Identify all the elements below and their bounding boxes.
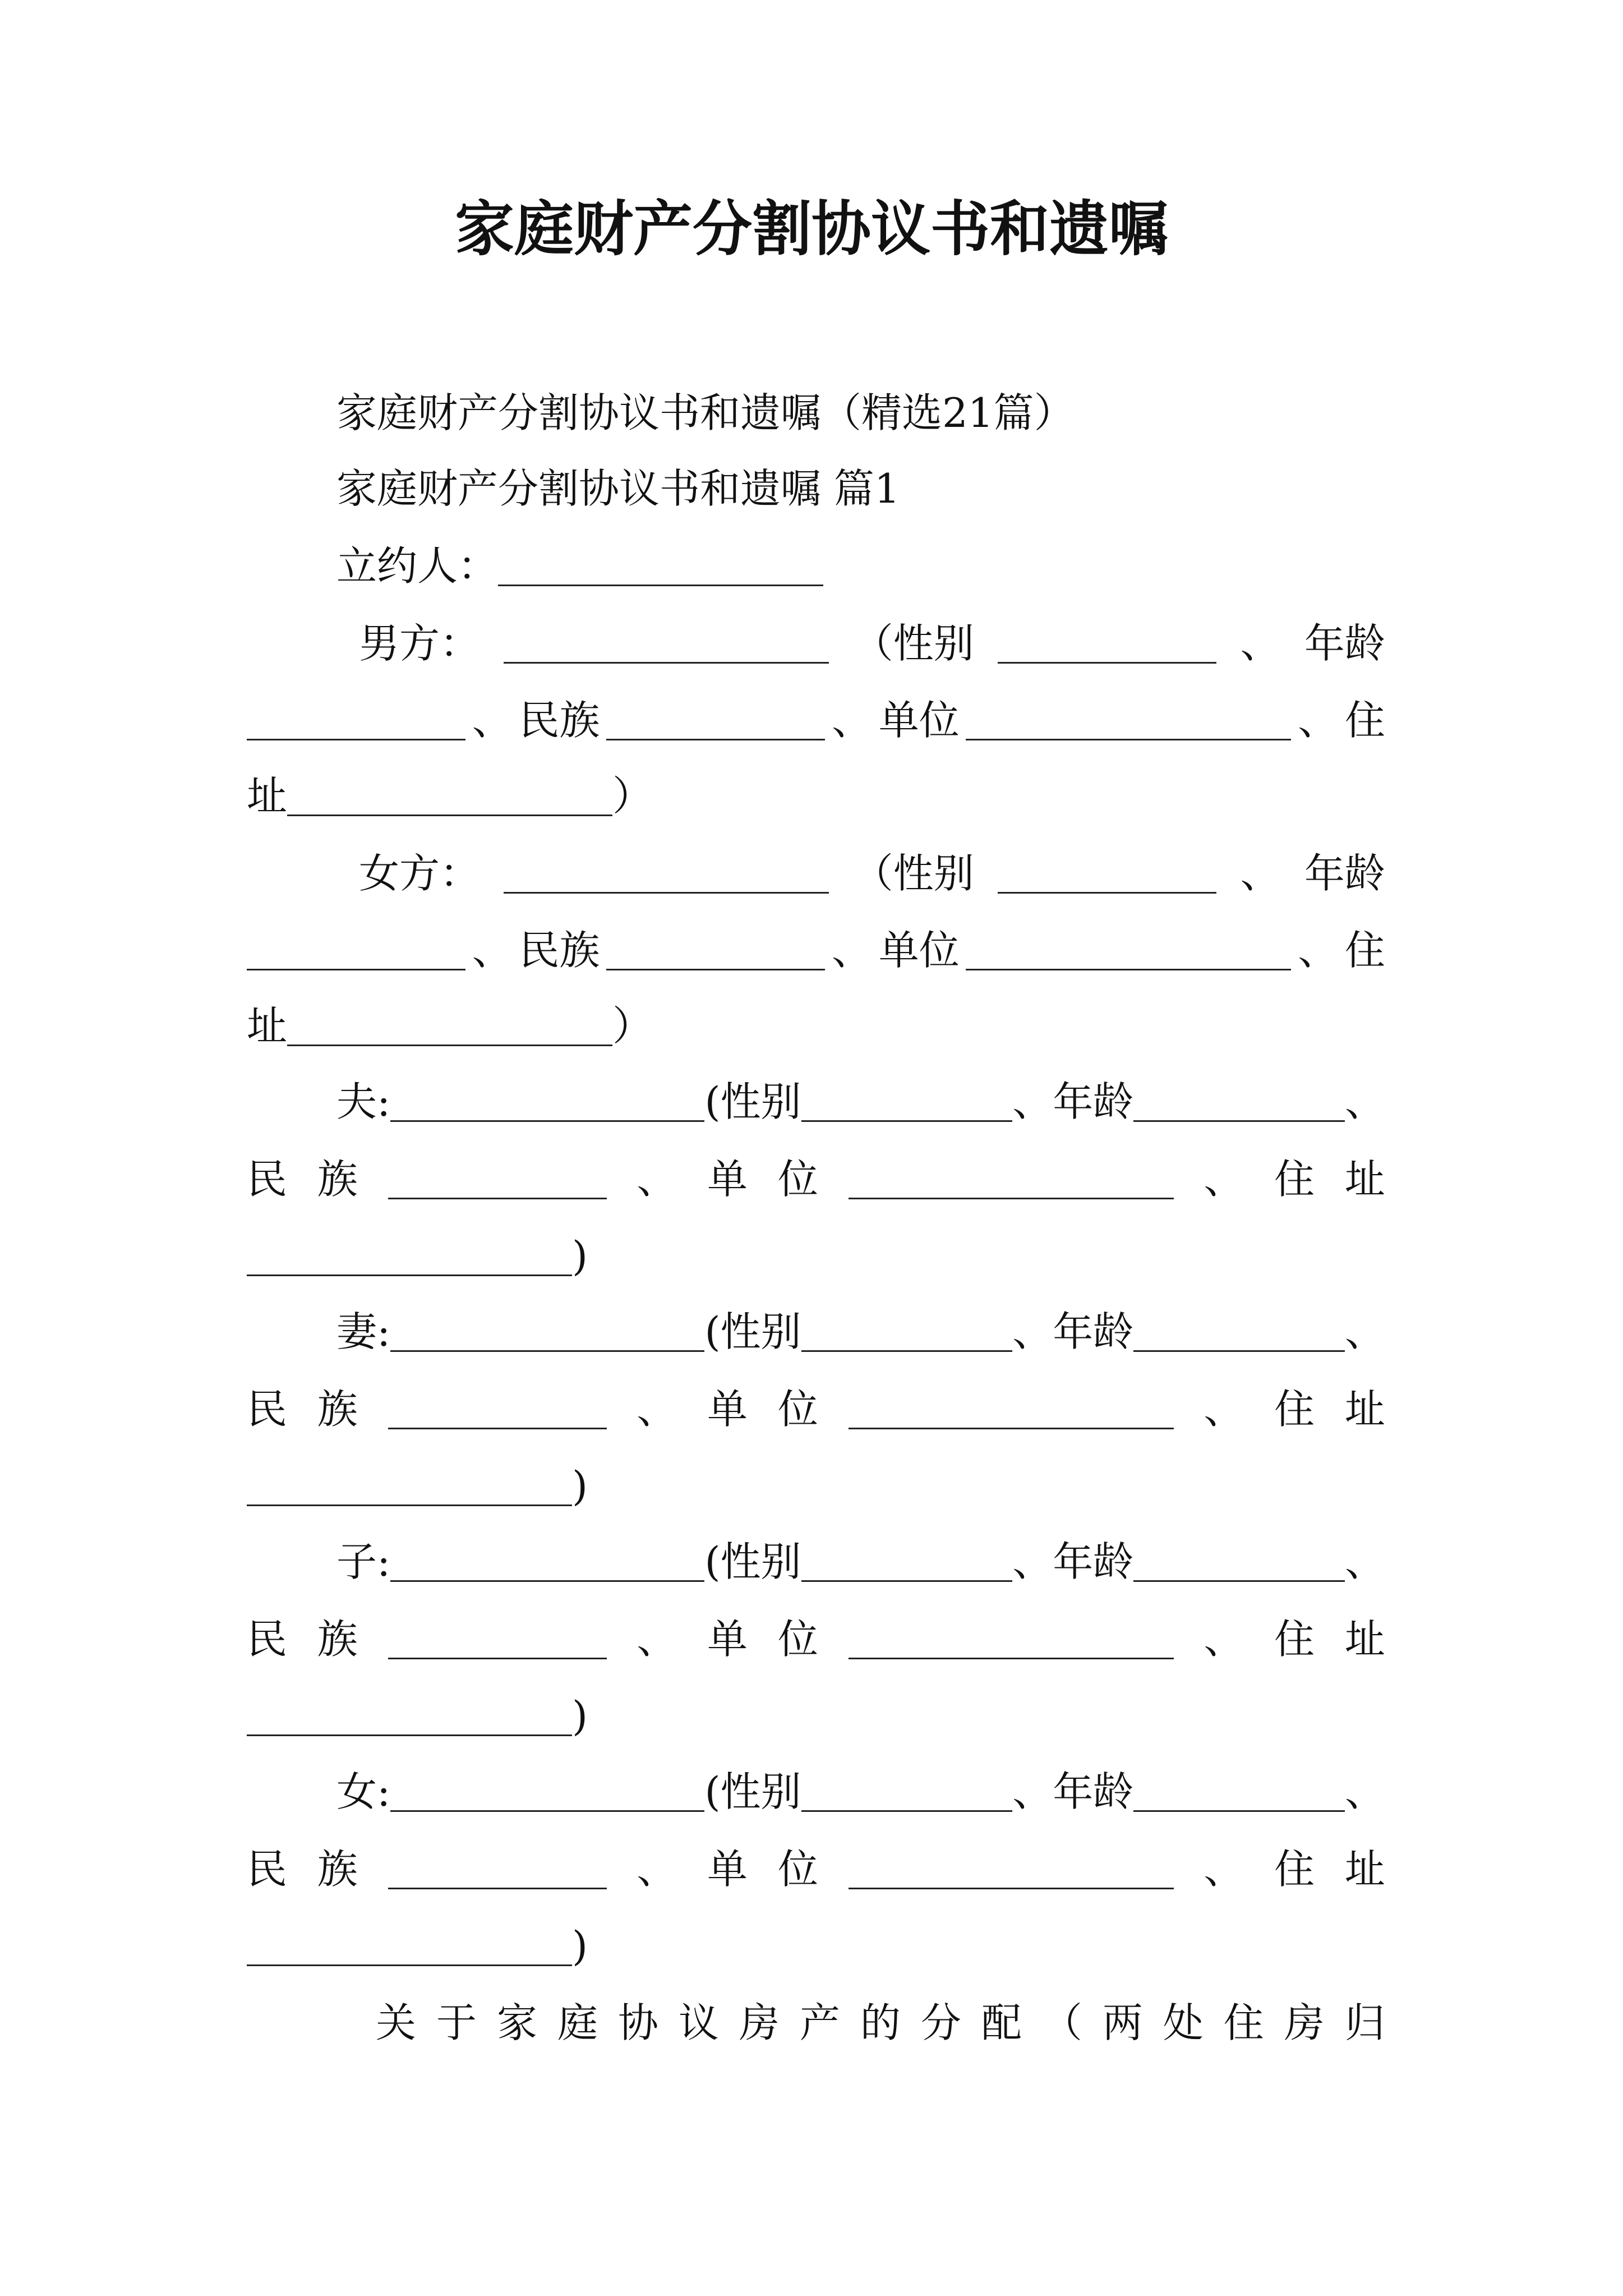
son-gender-blank[interactable] [801, 1540, 1013, 1582]
husband-gender-blank[interactable] [801, 1080, 1013, 1122]
separator: 、 [637, 1846, 677, 1893]
male-name-blank[interactable] [504, 622, 829, 664]
female-line-2 [247, 927, 1385, 974]
address-label-part: 址 [1344, 1156, 1385, 1203]
husband-line-3 [247, 1232, 588, 1280]
wife-name-blank[interactable] [390, 1310, 704, 1352]
ethnic-label-part: 族 [317, 1386, 358, 1433]
son-name-blank[interactable] [390, 1540, 704, 1582]
wife-gender-blank[interactable] [801, 1310, 1013, 1352]
husband-address-blank[interactable] [247, 1234, 572, 1276]
husband-line-1 [336, 1078, 1385, 1125]
closing-char: 房 [1284, 1999, 1325, 2046]
wife-ethnic-blank[interactable] [388, 1387, 607, 1429]
separator: 、 [831, 697, 872, 744]
gender-label: (性别 [704, 1308, 801, 1355]
address-label-part: 住 [1274, 1386, 1315, 1433]
male-line-2 [247, 697, 1385, 744]
separator: 、 [1012, 1768, 1053, 1815]
wife-line-3 [247, 1462, 588, 1510]
closing-char: 议 [678, 1999, 719, 2046]
son-label: 子: [336, 1538, 391, 1585]
address-label-part: 址 [247, 772, 288, 820]
male-line-3 [247, 772, 653, 820]
female-age-blank[interactable] [247, 928, 465, 970]
ethnic-label-part: 族 [317, 1846, 358, 1893]
close-paren: ） [612, 772, 653, 820]
address-label-part: 址 [247, 1002, 288, 1050]
address-label-part: 住 [1344, 927, 1385, 974]
separator: 、 [637, 1386, 677, 1433]
unit-label: 单位 [878, 927, 960, 974]
separator: 、 [1298, 927, 1339, 974]
unit-label-part: 位 [777, 1156, 818, 1203]
separator: 、 [1240, 620, 1281, 667]
female-ethnic-blank[interactable] [606, 928, 825, 970]
unit-label-part: 位 [777, 1386, 818, 1433]
gender-label: （性别 [852, 620, 974, 667]
separator: 、 [1344, 1078, 1385, 1125]
closing-char: （ [1041, 1999, 1082, 2046]
separator: 、 [1204, 1846, 1244, 1893]
male-gender-blank[interactable] [998, 622, 1216, 664]
closing-char: 产 [799, 1999, 840, 2046]
address-label-part: 住 [1274, 1156, 1315, 1203]
son-line-1 [336, 1538, 1385, 1585]
separator: 、 [1204, 1386, 1244, 1433]
closing-char: 两 [1102, 1999, 1143, 2046]
husband-line-2 [247, 1156, 1385, 1203]
unit-label-part: 位 [777, 1846, 818, 1893]
separator: 、 [1012, 1538, 1053, 1585]
age-label: 年龄 [1053, 1308, 1134, 1355]
separator: 、 [1240, 850, 1281, 897]
age-label: 年龄 [1304, 850, 1385, 897]
age-label: 年龄 [1053, 1078, 1134, 1125]
unit-label: 单位 [878, 697, 960, 744]
closing-char: 归 [1344, 1999, 1385, 2046]
husband-age-blank[interactable] [1133, 1080, 1345, 1122]
close-paren: ） [612, 1002, 653, 1050]
wife-line-2 [247, 1386, 1385, 1433]
closing-char: 关 [376, 1999, 417, 2046]
husband-name-blank[interactable] [390, 1080, 704, 1122]
address-label-part: 址 [1344, 1846, 1385, 1893]
separator: 、 [1344, 1308, 1385, 1355]
separator: 、 [472, 697, 513, 744]
closing-char: 的 [860, 1999, 901, 2046]
unit-label-part: 单 [707, 1616, 748, 1663]
daughter-line-3 [247, 1922, 588, 1970]
party-line [336, 542, 823, 590]
closing-char: 协 [617, 1999, 658, 2046]
gender-label: (性别 [704, 1768, 801, 1815]
ethnic-label-part: 民 [247, 1386, 288, 1433]
address-label-part: 住 [1274, 1616, 1315, 1663]
wife-age-blank[interactable] [1133, 1310, 1345, 1352]
wife-address-blank[interactable] [247, 1464, 572, 1506]
separator: 、 [1344, 1538, 1385, 1585]
daughter-gender-blank[interactable] [801, 1770, 1013, 1812]
separator: 、 [637, 1616, 677, 1663]
female-gender-blank[interactable] [998, 852, 1216, 894]
party-label: 立约人： [336, 542, 499, 590]
separator: 、 [1344, 1768, 1385, 1815]
ethnic-label-part: 族 [317, 1156, 358, 1203]
closing-char: 处 [1163, 1999, 1204, 2046]
wife-line-1 [336, 1308, 1385, 1355]
daughter-label: 女: [336, 1768, 391, 1815]
document-subtitle: 家庭财产分割协议书和遗嘱（精选21篇） [336, 389, 1075, 436]
closing-char: 配 [981, 1999, 1022, 2046]
unit-label-part: 位 [777, 1616, 818, 1663]
ethnic-label-part: 民 [247, 1156, 288, 1203]
age-label: 年龄 [1053, 1538, 1134, 1585]
gender-label: (性别 [704, 1538, 801, 1585]
male-age-blank[interactable] [247, 698, 465, 740]
separator: 、 [831, 927, 872, 974]
close-paren: ) [572, 1922, 588, 1970]
son-ethnic-blank[interactable] [388, 1617, 607, 1659]
separator: 、 [1204, 1156, 1244, 1203]
close-paren: ) [572, 1692, 588, 1740]
son-address-blank[interactable] [247, 1694, 572, 1736]
unit-label-part: 单 [707, 1386, 748, 1433]
closing-char: 住 [1223, 1999, 1264, 2046]
closing-char: 房 [739, 1999, 780, 2046]
separator: 、 [472, 927, 513, 974]
close-paren: ) [572, 1462, 588, 1510]
husband-label: 夫: [336, 1078, 391, 1125]
daughter-age-blank[interactable] [1133, 1770, 1345, 1812]
ethnic-label-part: 民 [247, 1616, 288, 1663]
ethnic-label-part: 民 [247, 1846, 288, 1893]
male-unit-blank[interactable] [966, 698, 1291, 740]
daughter-line-1 [336, 1768, 1385, 1815]
husband-unit-blank[interactable] [849, 1157, 1174, 1199]
ethnic-label-part: 族 [317, 1616, 358, 1663]
daughter-line-2 [247, 1846, 1385, 1893]
document-title: 家庭财产分割协议书和遗嘱 [455, 194, 1168, 264]
separator: 、 [1298, 697, 1339, 744]
son-line-3 [247, 1692, 588, 1740]
wife-label: 妻: [336, 1308, 391, 1355]
male-address-blank[interactable] [287, 774, 612, 816]
gender-label: （性别 [852, 850, 974, 897]
female-line-3 [247, 1002, 653, 1050]
son-line-2 [247, 1616, 1385, 1663]
age-label: 年龄 [1053, 1768, 1134, 1815]
unit-label-part: 单 [707, 1846, 748, 1893]
wife-unit-blank[interactable] [849, 1387, 1174, 1429]
daughter-ethnic-blank[interactable] [388, 1847, 607, 1889]
female-line-1 [359, 850, 1385, 897]
closing-char: 庭 [557, 1999, 598, 2046]
female-label: 女方： [359, 850, 481, 897]
separator: 、 [1012, 1308, 1053, 1355]
female-address-blank[interactable] [287, 1004, 612, 1046]
separator: 、 [637, 1156, 677, 1203]
closing-char: 分 [920, 1999, 961, 2046]
son-unit-blank[interactable] [849, 1617, 1174, 1659]
unit-label-part: 单 [707, 1156, 748, 1203]
daughter-address-blank[interactable] [247, 1924, 572, 1966]
female-name-blank[interactable] [504, 852, 829, 894]
party-blank[interactable] [498, 544, 823, 586]
separator: 、 [1012, 1078, 1053, 1125]
closing-char: 于 [436, 1999, 477, 2046]
close-paren: ) [572, 1232, 588, 1280]
address-label-part: 址 [1344, 1386, 1385, 1433]
closing-char: 家 [496, 1999, 537, 2046]
ethnic-label: 民族 [519, 927, 600, 974]
address-label-part: 住 [1274, 1846, 1315, 1893]
separator: 、 [1204, 1616, 1244, 1663]
daughter-unit-blank[interactable] [849, 1847, 1174, 1889]
daughter-name-blank[interactable] [390, 1770, 704, 1812]
male-line-1 [359, 620, 1385, 667]
closing-line [376, 1999, 1385, 2046]
son-age-blank[interactable] [1133, 1540, 1345, 1582]
age-label: 年龄 [1304, 620, 1385, 667]
section-heading: 家庭财产分割协议书和遗嘱 篇1 [336, 465, 900, 512]
ethnic-label: 民族 [519, 697, 600, 744]
address-label-part: 住 [1344, 697, 1385, 744]
male-label: 男方： [359, 620, 481, 667]
gender-label: (性别 [704, 1078, 801, 1125]
husband-ethnic-blank[interactable] [388, 1157, 607, 1199]
female-unit-blank[interactable] [966, 928, 1291, 970]
address-label-part: 址 [1344, 1616, 1385, 1663]
male-ethnic-blank[interactable] [606, 698, 825, 740]
